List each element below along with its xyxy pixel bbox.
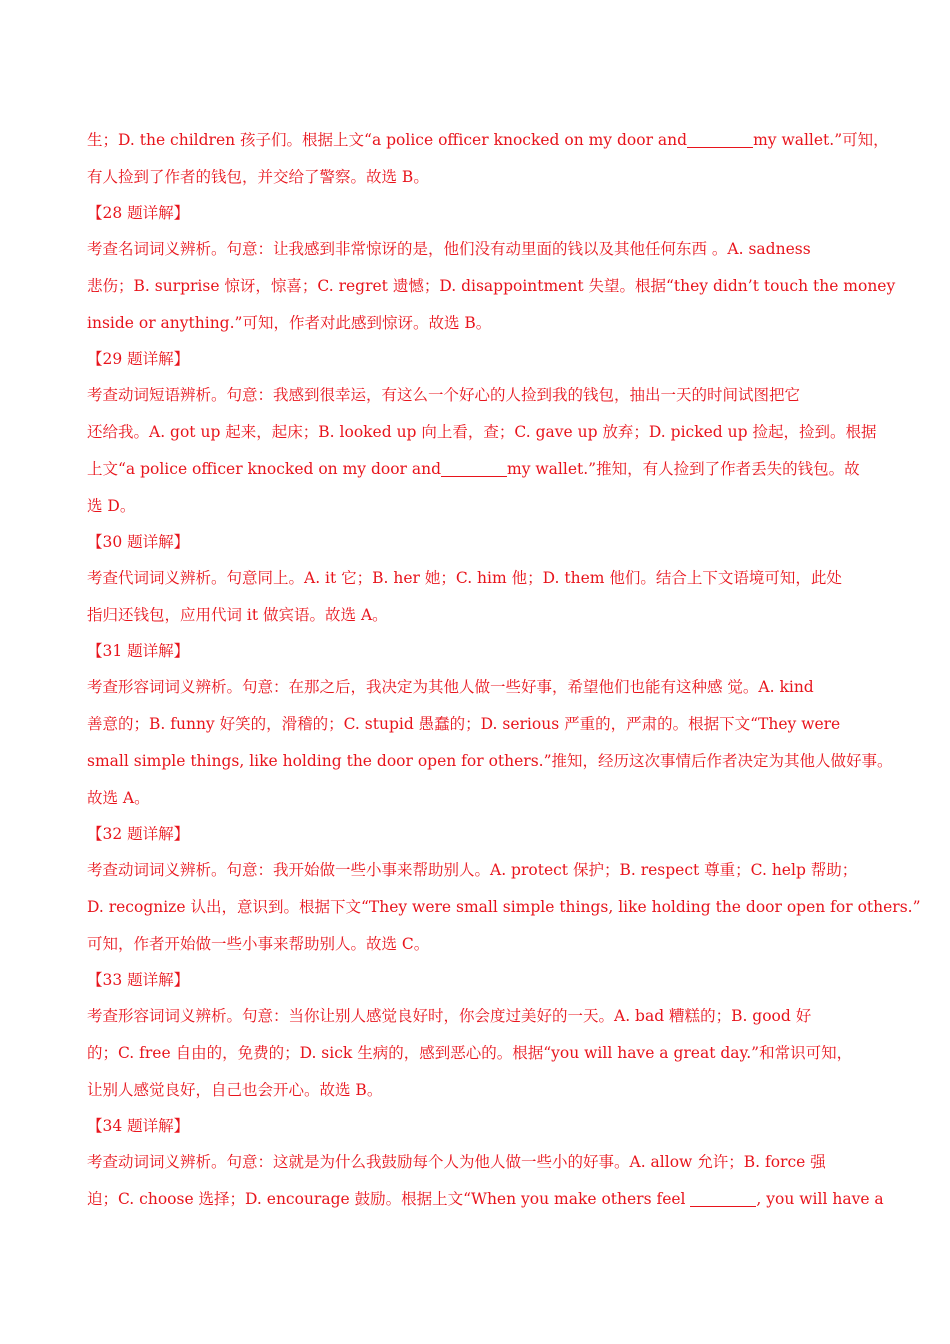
section-heading-32: 【32 题详解】 <box>87 825 190 843</box>
text-line: 考查动词短语辨析。句意：我感到很幸运，有这么一个好心的人捡到我的钱包，抽出一天的时间试图把它 <box>87 386 801 404</box>
text-line: 的；C. free 自由的，免费的；D. sick 生病的，感到恶心的。根据“you will have a great day.”和常识可知， <box>87 1044 853 1062</box>
text-line: small simple things, like holding the door open for others.”推知，经历这次事情后作者决定为其他人做好事。 <box>87 752 893 770</box>
text-line: 考查形容词词义辨析。句意：当你让别人感觉良好时，你会度过美好的一天。A. bad 糟糕的；B. good 好 <box>87 1007 812 1025</box>
answer-blank <box>690 1187 756 1207</box>
text-line: 上文“a police officer knocked on my door and my wallet.”推知，有人捡到了作者丢失的钱包。故 <box>87 451 867 488</box>
text-line: 迫；C. choose 选择；D. encourage 鼓励。根据上文“When you make others feel , you will have a <box>87 1181 867 1218</box>
answer-explanations <box>87 122 921 1218</box>
text-line: 还给我。A. got up 起来，起床；B. looked up 向上看，查；C. gave up 放弃；D. picked up 捡起，捡到。根据 <box>87 423 877 441</box>
text-line: 悲伤；B. surprise 惊讶，惊喜；C. regret 遗憾；D. disappointment 失望。根据“they didn’t touch the money <box>87 277 896 295</box>
section-heading-30: 【30 题详解】 <box>87 533 190 551</box>
text-line: 生；D. the children 孩子们。根据上文“a police officer knocked on my door and my wallet.”可知， <box>87 122 867 159</box>
section-heading-28: 【28 题详解】 <box>87 204 190 222</box>
text-line: 考查形容词词义辨析。句意：在那之后，我决定为其他人做一些好事，希望他们也能有这种感 觉。A. kind <box>87 678 814 696</box>
text-line: 指归还钱包，应用代词 it 做宾语。故选 A。 <box>87 606 388 624</box>
text-line: 善意的；B. funny 好笑的，滑稽的；C. stupid 愚蠢的；D. serious 严重的，严肃的。根据下文“They were <box>87 715 841 733</box>
text-line: 可知，作者开始做一些小事来帮助别人。故选 C。 <box>87 935 430 953</box>
text-line: 故选 A。 <box>87 789 150 807</box>
text-line: 考查动词词义辨析。句意：我开始做一些小事来帮助别人。A. protect 保护；B. respect 尊重；C. help 帮助； <box>87 861 858 879</box>
text-line: D. recognize 认出，意识到。根据下文“They were small simple things, like holding the door open for others.” <box>87 898 921 916</box>
section-heading-29: 【29 题详解】 <box>87 350 190 368</box>
text-line: 让别人感觉良好，自己也会开心。故选 B。 <box>87 1081 383 1099</box>
section-heading-33: 【33 题详解】 <box>87 971 190 989</box>
text-line: inside or anything.”可知，作者对此感到惊讶。故选 B。 <box>87 314 492 332</box>
text-line: 考查名词词义辨析。句意：让我感到非常惊讶的是，他们没有动里面的钱以及其他任何东西 。A. sadness <box>87 240 811 258</box>
answer-blank <box>441 457 507 477</box>
answer-blank <box>687 128 753 148</box>
text-line: 选 D。 <box>87 497 136 515</box>
text-line: 有人捡到了作者的钱包，并交给了警察。故选 B。 <box>87 168 429 186</box>
section-heading-31: 【31 题详解】 <box>87 642 190 660</box>
text-line: 考查动词词义辨析。句意：这就是为什么我鼓励每个人为他人做一些小的好事。A. allow 允许；B. force 强 <box>87 1153 826 1171</box>
text-line: 考查代词词义辨析。句意同上。A. it 它；B. her 她；C. him 他；D. them 他们。结合上下文语境可知，此处 <box>87 569 842 587</box>
section-heading-34: 【34 题详解】 <box>87 1117 190 1135</box>
